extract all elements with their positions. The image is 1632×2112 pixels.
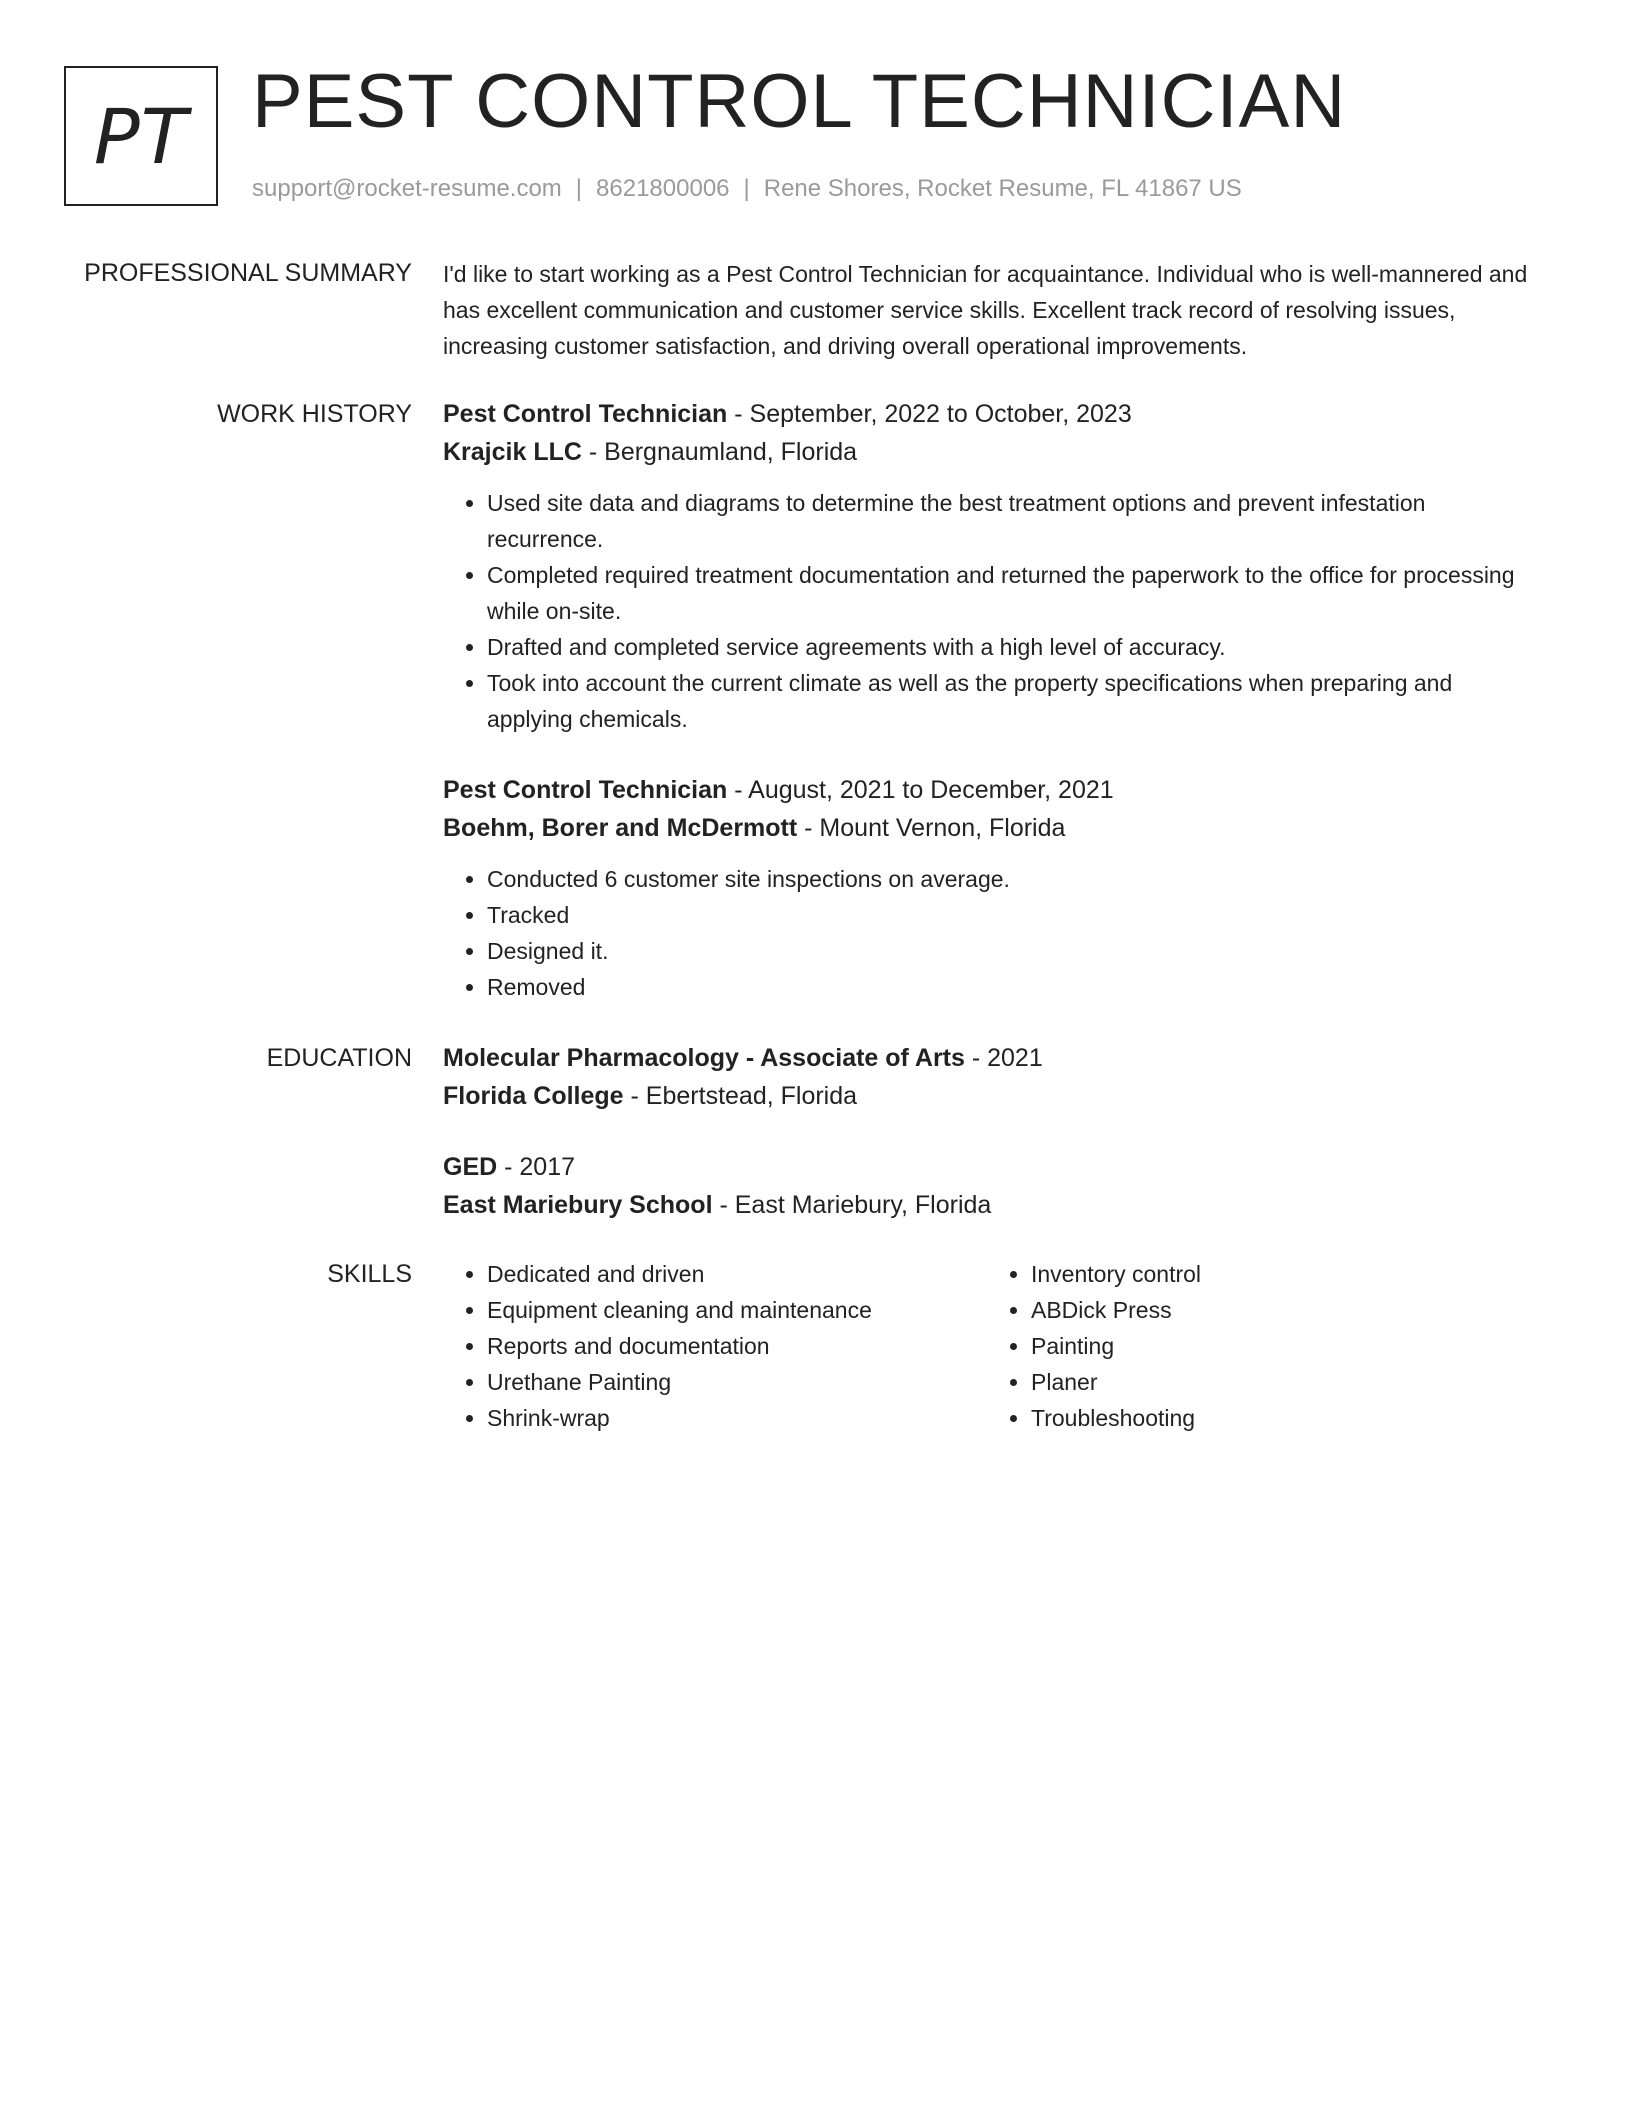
school-line [443,1077,1543,1115]
job-location: - Bergnaumland, Florida [581,438,858,466]
section-label-summary: PROFESSIONAL SUMMARY [84,259,412,287]
list-item: • Removed [487,969,1543,1005]
education-entry [443,1039,1543,1115]
list-item: • Reports and documentation [487,1328,987,1364]
list-item: • ABDick Press [1031,1292,1431,1328]
job-bullets [443,861,1543,1005]
job-dates: - September, 2022 to October, 2023 [727,400,1132,428]
list-item: • Took into account the current climate as well as the property specifications when preparing and applying chemicals. [487,665,1543,737]
list-item: • Completed required treatment documentation and returned the paperwork to the office for processing while on-site. [487,557,1543,629]
job-location: - Mount Vernon, Florida [797,814,1066,842]
contact-email: support@rocket-resume.com [252,175,562,202]
job-bullets [443,485,1543,737]
page-title: PEST CONTROL TECHNICIAN [252,59,1347,144]
job-title: Pest Control Technician [443,776,728,804]
section-label-education: EDUCATION [266,1044,412,1072]
education-entry [443,1148,1543,1224]
contact-line [252,172,1242,206]
summary-section [443,256,1543,364]
list-item: • Dedicated and driven [487,1256,987,1292]
degree-line [443,1039,1543,1077]
contact-address: Rene Shores, Rocket Resume, FL 41867 US [763,175,1242,202]
summary-text: I'd like to start working as a Pest Control Technician for acquaintance. Individual who is well-mannered and has excellent communication and customer service skills. Excellent track record of resolving issues, increasing customer satisfaction, and driving overall operational improvements. [443,261,1528,359]
job-title: Pest Control Technician [443,400,728,428]
skills-list-left [443,1256,987,1436]
section-label-work-history: WORK HISTORY [217,400,412,428]
list-item: • Painting [1031,1328,1431,1364]
job-entry [443,395,1543,737]
job-company: Boehm, Borer and McDermott [443,814,798,842]
list-item: • Troubleshooting [1031,1400,1431,1436]
skills-list-right [987,1256,1431,1436]
school-location: - Ebertstead, Florida [623,1082,858,1110]
skills-section [443,1256,1543,1436]
list-item: • Used site data and diagrams to determine the best treatment options and prevent infestation recurrence. [487,485,1543,557]
job-company-line [443,433,1543,471]
job-dates: - August, 2021 to December, 2021 [727,776,1114,804]
list-item: • Designed it. [487,933,1543,969]
monogram-initials: PT [93,91,189,181]
contact-phone: 8621800006 [596,175,730,202]
school: Florida College [443,1082,624,1110]
list-item: • Shrink-wrap [487,1400,987,1436]
list-item: • Planer [1031,1364,1431,1400]
list-item: • Equipment cleaning and maintenance [487,1292,987,1328]
degree-line [443,1148,1543,1186]
degree: GED [443,1153,498,1181]
list-item: • Urethane Painting [487,1364,987,1400]
monogram-logo [64,66,218,206]
degree-year: - 2021 [964,1044,1043,1072]
contact-separator: | [743,175,750,202]
job-company: Krajcik LLC [443,438,582,466]
degree: Molecular Pharmacology - Associate of Arts [443,1044,965,1072]
job-entry [443,771,1543,1005]
school-location: - East Mariebury, Florida [712,1191,992,1219]
contact-separator: | [575,175,583,202]
list-item: • Tracked [487,897,1543,933]
job-title-line [443,395,1543,433]
list-item: • Inventory control [1031,1256,1431,1292]
school: East Mariebury School [443,1191,713,1219]
degree-year: - 2017 [497,1153,576,1181]
job-company-line [443,809,1543,847]
section-label-skills: SKILLS [327,1260,412,1288]
list-item: • Conducted 6 customer site inspections on average. [487,861,1543,897]
school-line [443,1186,1543,1224]
list-item: • Drafted and completed service agreements with a high level of accuracy. [487,629,1543,665]
job-title-line [443,771,1543,809]
